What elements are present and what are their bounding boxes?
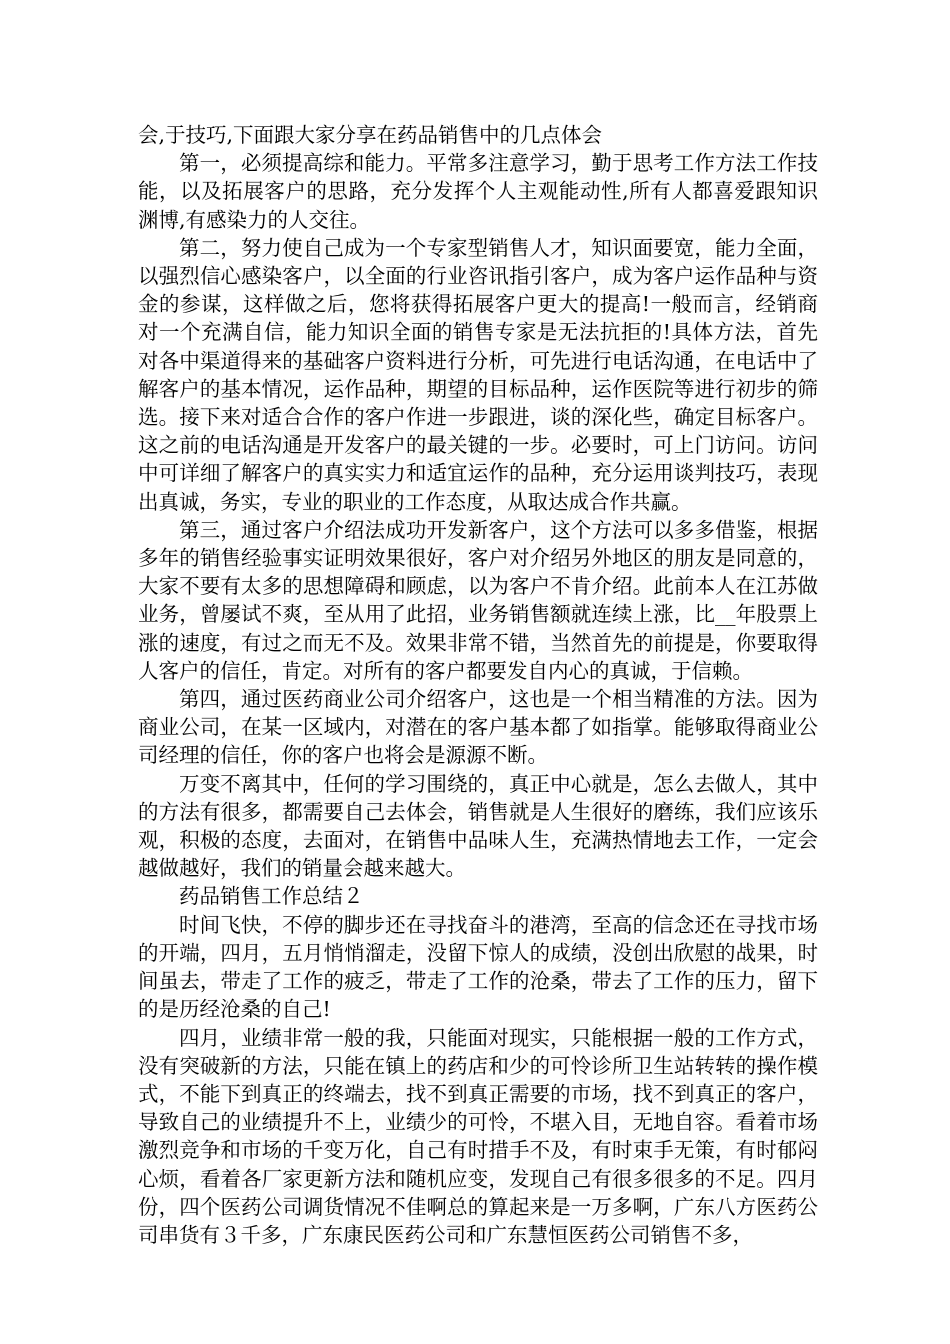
paragraph-april-review: 四月，业绩非常一般的我，只能面对现实，只能根据一般的工作方式，没有突破新的方法，只能在镇上的药店和少的可怜诊所卫生站转转的操作模式，不能下到真正的终端去，找不到真正需要的市场，找不到真正的客户，导致自己的业绩提升不上，业绩少的可怜，不堪入目，无地自容。看着市场激烈竞争和市场的千变万化，自己有时措手不及，有时束手无策，有时郁闷心烦，看着各厂家更新方法和随机应变，发现自己有很多很多的不足。四月份，四个医药公司调货情况不佳啊总的算起来是一万多啊，广东八方医药公司串货有３千多，广东康民医药公司和广东慧恒医药公司销售不多，	[138, 1025, 818, 1247]
document-page	[138, 121, 818, 1249]
paragraph-point-one: 第一，必须提高综和能力。平常多注意学习，勤于思考工作方法工作技能，以及拓展客户的思路，充分发挥个人主观能动性,所有人都喜爱跟知识渊博,有感染力的人交往。	[138, 151, 818, 232]
paragraph-intro: 会,于技巧,下面跟大家分享在药品销售中的几点体会	[138, 123, 603, 147]
paragraph-point-four: 第四，通过医药商业公司介绍客户，这也是一个相当精准的方法。因为商业公司，在某一区域内，对潜在的客户基本都了如指掌。能够取得商业公司经理的信任，你的客户也将会是源源不断。	[138, 687, 818, 768]
paragraph-point-three: 第三，通过客户介绍法成功开发新客户，这个方法可以多多借鉴，根据多年的销售经验事实证明效果很好，客户对介绍另外地区的朋友是同意的，大家不要有太多的思想障碍和顾虑，以为客户不肯介绍。此前本人在江苏做业务，曾屡试不爽，至从用了此招，业务销售额就连续上涨，比__年股票上涨的速度，有过之而无不及。效果非常不错，当然首先的前提是，你要取得人客户的信任，肯定。对所有的客户都要发自内心的真诚，于信赖。	[138, 517, 818, 683]
paragraph-time-flies: 时间飞快，不停的脚步还在寻找奋斗的港湾，至高的信念还在寻找市场的开端，四月，五月悄悄溜走，没留下惊人的成绩，没创出欣慰的战果，时间虽去，带走了工作的疲乏，带走了工作的沧桑，带去了工作的压力，留下的是历经沧桑的自己!	[138, 912, 818, 1022]
paragraph-point-two: 第二，努力使自己成为一个专家型销售人才，知识面要宽，能力全面，以强烈信心感染客户，以全面的行业咨讯指引客户，成为客户运作品种与资金的参谋，这样做之后，您将获得拓展客户更大的提高!一般而言，经销商对一个充满自信，能力知识全面的销售专家是无法抗拒的!具体方法，首先对各中渠道得来的基础客户资料进行分析，可先进行电话沟通，在电话中了解客户的基本情况，运作品种，期望的目标品种，运作医院等进行初步的筛选。接下来对适合合作的客户作进一步跟进，谈的深化些，确定目标客户。这之前的电话沟通是开发客户的最关键的一步。必要时，可上门访问。访问中可详细了解客户的真实实力和适宜运作的品种，充分运用谈判技巧，表现出真诚，务实，专业的职业的工作态度，从取达成合作共赢。	[138, 235, 818, 514]
section-heading: 药品销售工作总结２	[179, 884, 364, 909]
paragraph-conclusion: 万变不离其中，任何的学习围绕的，真正中心就是，怎么去做人，其中的方法有很多，都需要自己去体会，销售就是人生很好的磨练，我们应该乐观，积极的态度，去面对，在销售中品味人生，充满热情地去工作，一定会越做越好，我们的销量会越来越大。	[138, 771, 818, 881]
